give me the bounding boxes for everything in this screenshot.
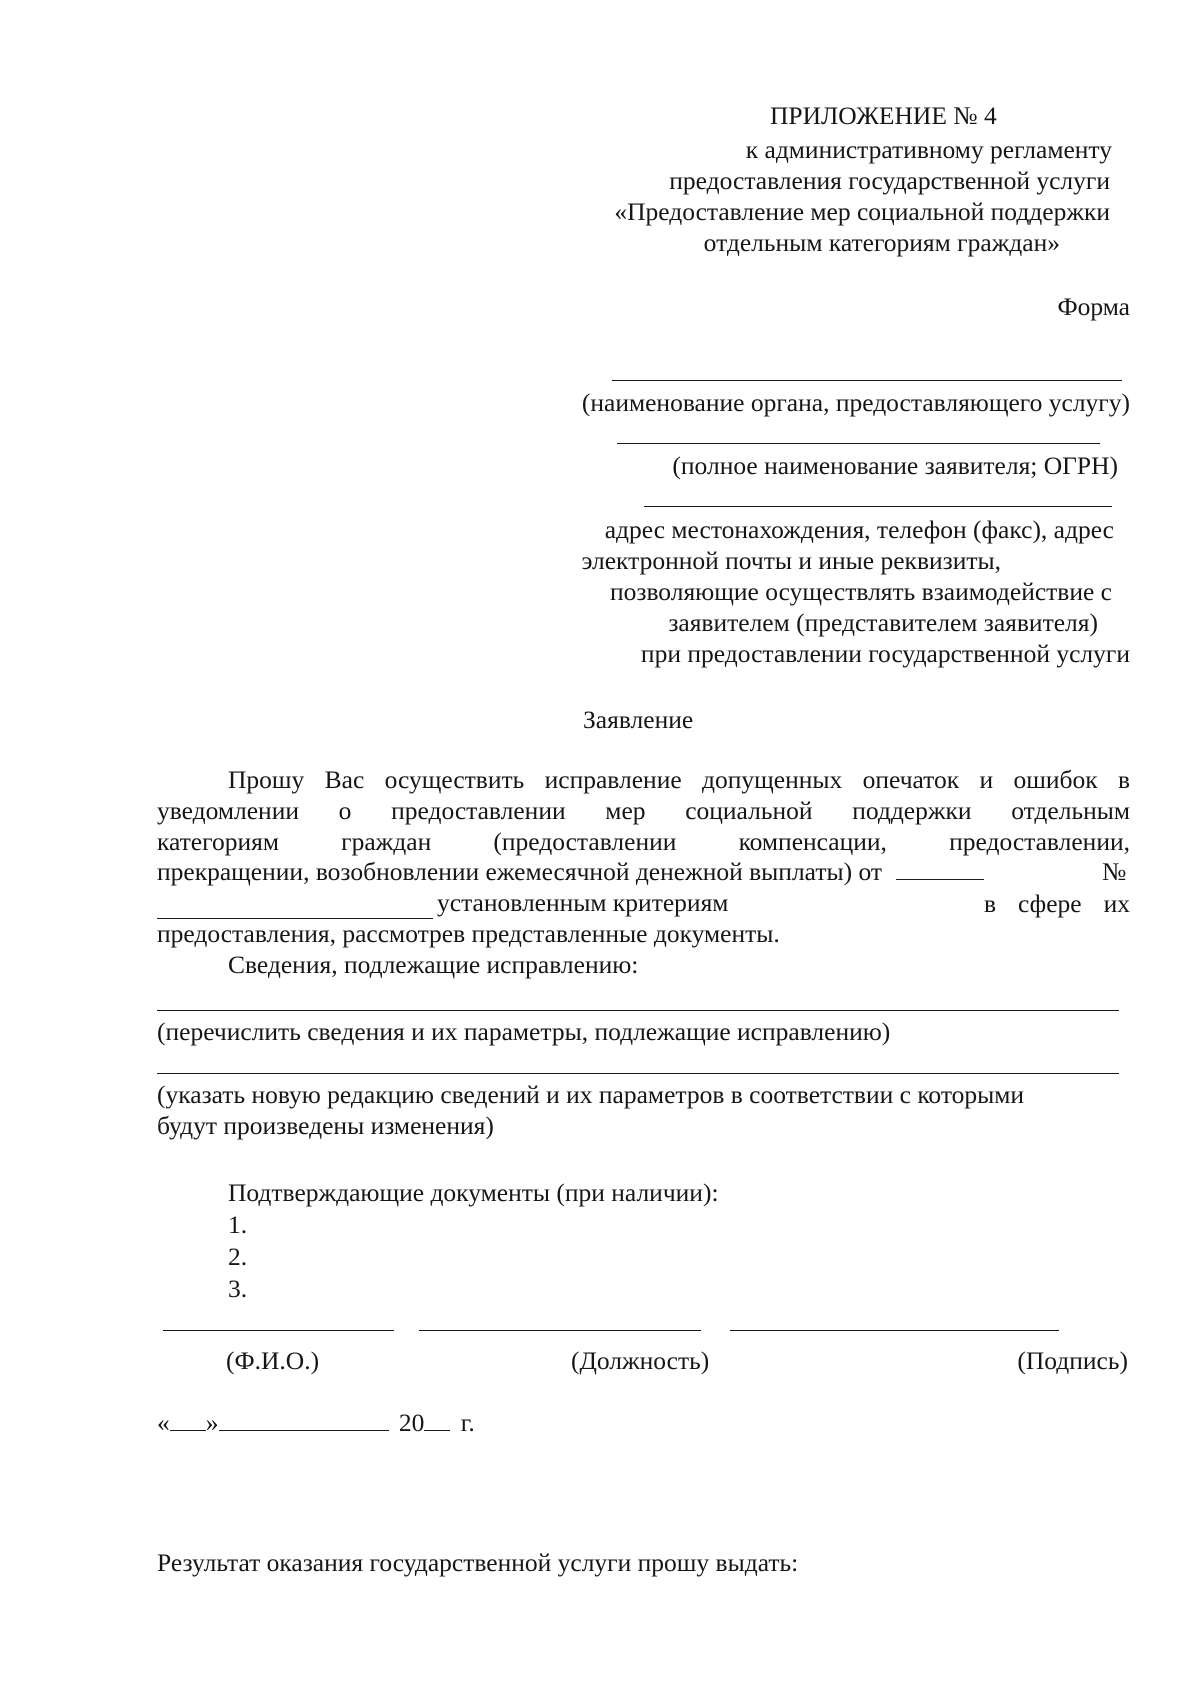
month-blank [219, 1408, 389, 1431]
appendix-title: ПРИЛОЖЕНИЕ № 4 [770, 101, 997, 130]
position-caption: (Должность) [571, 1346, 710, 1375]
regulation-line-3: «Предоставление мер социальной поддержки [614, 197, 1110, 226]
day-blank [170, 1408, 206, 1431]
regulation-line-2: предоставления государственной услуги [669, 166, 1110, 195]
statement-line-5-mid: установленным критериям [437, 888, 729, 917]
result-label: Результат оказания государственной услуги прошу выдать: [157, 1548, 799, 1577]
new-edition-caption-2: будут произведены изменения) [157, 1111, 494, 1140]
date-close-quote: » [205, 1408, 219, 1437]
new-edition-line [157, 1073, 1119, 1074]
document-item-1: 1. [228, 1210, 248, 1239]
position-line [419, 1330, 701, 1331]
statement-line-4-text: прекращении, возобновлении ежемесячной денежной выплаты) от [157, 857, 883, 886]
statement-title: Заявление [583, 705, 694, 734]
year-suffix: г. [460, 1408, 475, 1437]
number-sign: № [1102, 857, 1127, 886]
signature-caption: (Подпись) [1017, 1346, 1128, 1375]
date-open-quote: « [157, 1408, 170, 1437]
year-blank [424, 1408, 450, 1431]
address-caption-3: позволяющие осуществлять взаимодействие с [609, 577, 1112, 606]
year-prefix: 20 [398, 1408, 425, 1437]
org-name-caption: (наименование органа, предоставляющего услугу) [581, 388, 1130, 417]
new-edition-caption-1: (указать новую редакцию сведений и их параметров в соответствии с которыми [157, 1080, 1025, 1109]
address-caption-2: электронной почты и иные реквизиты, [581, 546, 1001, 575]
address-caption-4: заявителем (представителем заявителя) [668, 608, 1098, 637]
regulation-line-1: к административному регламенту [745, 135, 1112, 164]
statement-line-5-right: в сфере их [984, 889, 1130, 918]
statement-line-2: уведомлении о предоставлении мер социальной поддержки отдельным [157, 796, 1130, 825]
statement-line-4 [157, 857, 984, 887]
notice-date-blank [896, 857, 984, 880]
regulation-line-4: отдельным категориям граждан» [703, 228, 1060, 257]
fio-caption: (Ф.И.О.) [226, 1346, 320, 1375]
correction-list-line [157, 1010, 1119, 1011]
statement-line-6: предоставления, рассмотрев представленные документы. [157, 919, 780, 948]
correction-list-caption: (перечислить сведения и их параметры, подлежащие исправлению) [157, 1017, 891, 1046]
statement-line-1: Прошу Вас осуществить исправление допущенных опечаток и ошибок в [228, 765, 1130, 794]
document-item-3: 3. [228, 1274, 248, 1303]
address-line [644, 506, 1112, 507]
address-caption-5: при предоставлении государственной услуги [640, 639, 1130, 668]
address-caption-1: адрес местонахождения, телефон (факс), адрес [604, 515, 1114, 544]
document-item-2: 2. [228, 1242, 248, 1271]
correction-label: Сведения, подлежащие исправлению: [228, 950, 639, 979]
statement-line-3: категориям граждан (предоставлении компенсации, предоставлении, [157, 827, 1130, 856]
fio-line [163, 1330, 394, 1331]
org-name-line [612, 380, 1122, 381]
documents-label: Подтверждающие документы (при наличии): [228, 1178, 719, 1207]
form-label: Форма [1057, 292, 1130, 321]
date-row [157, 1408, 475, 1438]
signature-line [730, 1330, 1059, 1331]
applicant-name-line [617, 443, 1100, 444]
applicant-name-caption: (полное наименование заявителя; ОГРН) [672, 451, 1118, 480]
